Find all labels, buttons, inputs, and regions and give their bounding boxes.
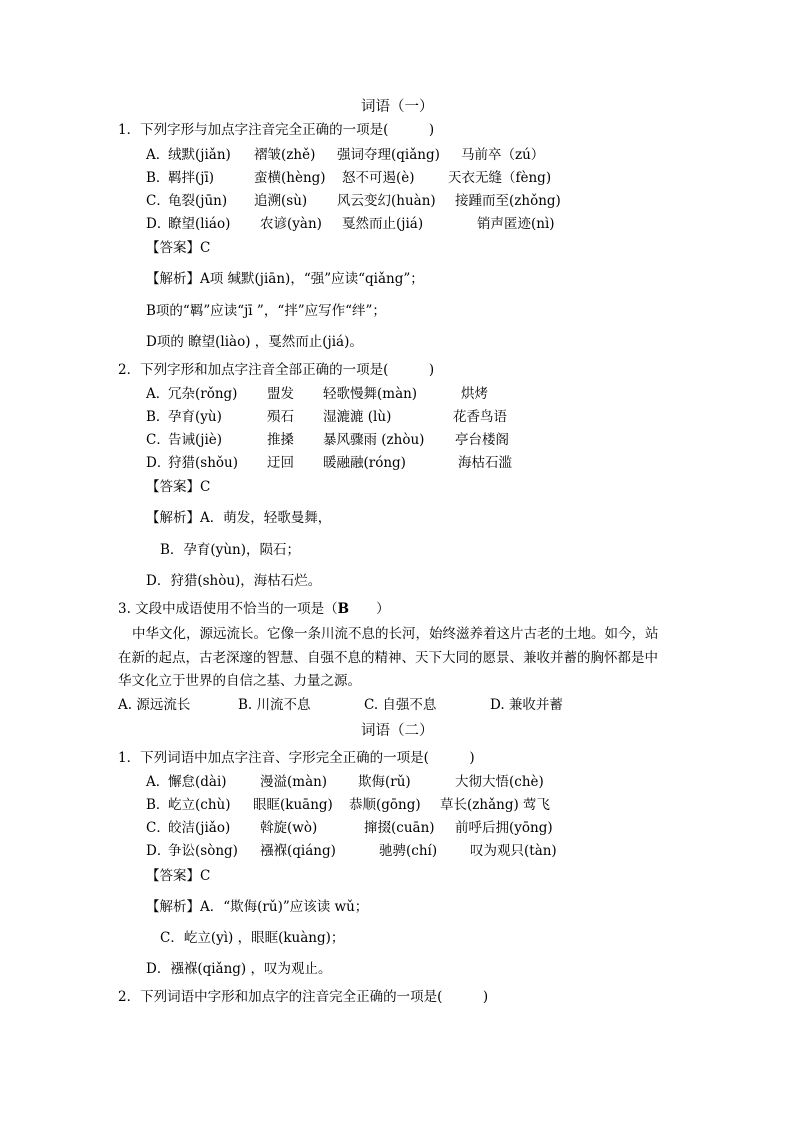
option-item: 迂回 <box>267 455 294 471</box>
question-stem <box>118 603 390 617</box>
option-item: 驰骋(chí) <box>379 843 438 859</box>
choice: D. 兼收并蓄 <box>490 697 563 713</box>
analysis-line: 【解析】A项 缄默(jiān)，“强”应读“qiǎng”； <box>146 271 424 287</box>
option-item: 推搡 <box>267 432 294 448</box>
section-title: 词语（二） <box>361 723 434 739</box>
question-stem: 1．下列字形与加点字注音完全正确的一项是( ) <box>118 122 435 138</box>
option-item: 眼眶(kuāng) <box>253 797 333 813</box>
option-item: 大彻大悟(chè) <box>455 774 544 790</box>
option-item: 接踵而至(zhǒng) <box>455 193 561 209</box>
option-item: 草长(zhǎng) 莺飞 <box>440 797 551 813</box>
answer-line: 【答案】C <box>146 868 211 884</box>
option-letter: C． <box>146 432 170 448</box>
option-item: 戛然而止(jiá) <box>342 216 424 232</box>
question-stem: 1．下列词语中加点字注音、字形完全正确的一项是( ) <box>118 750 475 766</box>
option-letter: B． <box>146 170 170 186</box>
option-letter: A． <box>146 147 170 163</box>
option-item: 瞭望(liáo) <box>168 216 231 232</box>
choice: A. 源远流长 <box>118 697 191 713</box>
option-item: 懈怠(dài) <box>168 774 227 790</box>
section-title: 词语（一） <box>361 99 434 115</box>
analysis-line: B项的“羁”应读“jī ”，“拌”应写作“绊”； <box>146 303 386 319</box>
option-item: 马前卒（zú） <box>461 147 545 163</box>
option-letter: D． <box>146 216 171 232</box>
stem-text: 3. 文段中成语使用不恰当的一项是（ <box>118 601 338 617</box>
option-item: 盟发 <box>267 386 294 402</box>
answer-line: 【答案】C <box>146 240 211 256</box>
option-item: 亭台楼阁 <box>455 432 509 448</box>
option-letter: D． <box>146 455 171 471</box>
option-item: 狩猎(shǒu) <box>168 455 238 471</box>
choice: B. 川流不息 <box>238 697 311 713</box>
option-item: 冗杂(rǒng) <box>168 386 238 402</box>
passage-line: 中华文化，源远流长。它像一条川流不息的长河，始终滋养着这片古老的土地。如今，站 <box>132 626 659 642</box>
option-item: 皎洁(jiǎo) <box>168 820 231 836</box>
option-item: 争讼(sòng) <box>168 843 238 859</box>
option-item: 烘烤 <box>461 386 488 402</box>
option-item: 屹立(chù) <box>168 797 231 813</box>
option-item: 湿漉漉 (lù) <box>323 409 392 425</box>
option-letter: C． <box>146 193 170 209</box>
option-item: 前呼后拥(yōng) <box>455 820 553 836</box>
analysis-line: D．襁褓(qiǎng) ，叹为观止。 <box>146 961 332 977</box>
choice: C. 自强不息 <box>364 697 437 713</box>
option-letter: B． <box>146 797 170 813</box>
option-item: 强词夺理(qiǎng) <box>337 147 440 163</box>
option-item: 暖融融(róng) <box>323 455 406 471</box>
analysis-line: 【解析】A．萌发，轻歌曼舞， <box>146 510 332 526</box>
option-item: 蛮横(hèng) <box>254 170 326 186</box>
option-item: 殒石 <box>267 409 294 425</box>
stem-text: ） <box>349 601 390 617</box>
option-item: 绒默(jiǎn) <box>168 147 231 163</box>
question-stem: 2．下列字形和加点字注音全部正确的一项是( ) <box>118 362 435 378</box>
passage-line: 在新的起点，古老深邃的智慧、自强不息的精神、天下大同的愿景、兼收并蓄的胸怀都是中 <box>118 650 658 666</box>
option-item: 羁拌(jī) <box>168 170 215 186</box>
option-item: 花香鸟语 <box>453 409 507 425</box>
option-letter: A． <box>146 386 170 402</box>
analysis-line: B．孕育(yùn)，陨石； <box>160 542 300 558</box>
analysis-line: D．狩猎(shòu)，海枯石烂。 <box>146 573 322 589</box>
option-item: 龟裂(jūn) <box>168 193 228 209</box>
option-item: 斡旋(wò) <box>260 820 318 836</box>
option-item: 欺侮(rǔ) <box>358 774 411 790</box>
option-letter: A． <box>146 774 170 790</box>
option-item: 撺掇(cuān) <box>364 820 435 836</box>
option-item: 天衣无缝（fèng) <box>448 170 552 186</box>
option-item: 销声匿迹(nì) <box>477 216 555 232</box>
option-item: 告诫(jiè) <box>168 432 223 448</box>
option-item: 轻歌慢舞(màn) <box>323 386 418 402</box>
option-item: 追溯(sù) <box>254 193 308 209</box>
option-item: 孕育(yù) <box>168 409 222 425</box>
stem-answer: B <box>337 601 350 617</box>
option-item: 风云变幻(huàn) <box>337 193 436 209</box>
option-item: 漫溢(màn) <box>260 774 328 790</box>
option-item: 叹为观只(tàn) <box>470 843 557 859</box>
analysis-line: C．屹立(yì) ，眼眶(kuàng)； <box>160 930 345 946</box>
option-item: 恭顺(gōng) <box>349 797 421 813</box>
option-letter: D． <box>146 843 171 859</box>
option-item: 海枯石滥 <box>458 455 512 471</box>
option-item: 襁褓(qiáng) <box>260 843 336 859</box>
option-item: 怒不可遏(è) <box>342 170 415 186</box>
option-letter: C． <box>146 820 170 836</box>
option-letter: B． <box>146 409 170 425</box>
option-item: 褶皱(zhě) <box>254 147 316 163</box>
option-item: 暴风骤雨 (zhòu) <box>323 432 425 448</box>
question-stem: 2．下列词语中字形和加点字的注音完全正确的一项是( ) <box>118 989 489 1005</box>
answer-line: 【答案】C <box>146 479 211 495</box>
analysis-line: D项的 瞭望(liào) ，戛然而止(jiá)。 <box>146 334 363 350</box>
passage-line: 华文化立于世界的自信之基、力量之源。 <box>118 673 361 689</box>
option-item: 农谚(yàn) <box>260 216 322 232</box>
analysis-line: 【解析】A．“欺侮(rǔ)”应该读 wǔ； <box>146 899 369 915</box>
